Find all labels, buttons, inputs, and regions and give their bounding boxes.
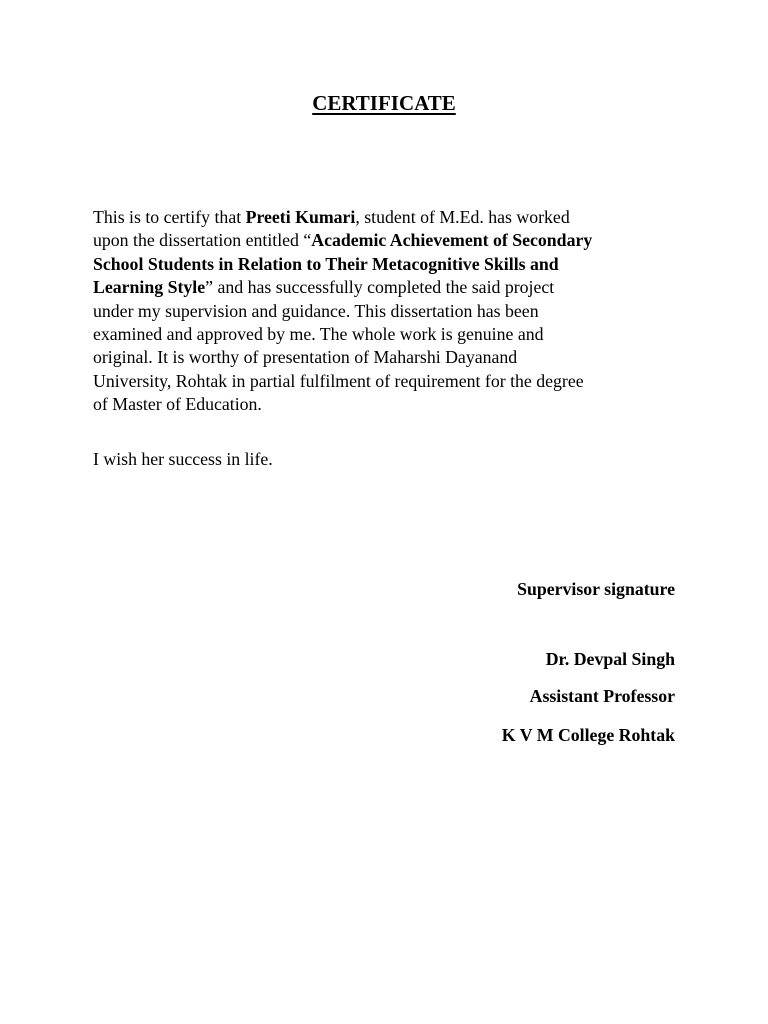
- supervisor-designation: Assistant Professor: [529, 686, 675, 706]
- closing-line: I wish her success in life.: [93, 449, 273, 469]
- body-line: This is to certify that Preeti Kumari, student of M.Ed. has worked: [93, 207, 570, 227]
- body-line: examined and approved by me. The whole work is genuine and: [93, 323, 544, 344]
- body-line: of Master of Education.: [93, 394, 262, 415]
- body-line: Learning Style” and has successfully completed the said project: [93, 277, 555, 298]
- body-line: University, Rohtak in partial fulfilment of requirement for the degree: [93, 370, 584, 391]
- body-line: [93, 253, 683, 276]
- certificate-body: [93, 206, 683, 417]
- supervisor-name: Dr. Devpal Singh: [545, 649, 675, 669]
- student-name: Preeti Kumari: [245, 207, 356, 227]
- dissertation-title: Academic Achievement of Secondary: [311, 230, 593, 251]
- page-title: CERTIFICATE: [312, 91, 456, 115]
- dissertation-title: School Students in Relation to Their Metacognitive Skills and: [93, 253, 559, 274]
- body-line: original. It is worthy of presentation of Maharshi Dayanand: [93, 347, 518, 368]
- body-line: upon the dissertation entitled “Academic Achievement of Secondary: [93, 230, 593, 251]
- supervisor-institution: K V M College Rohtak: [501, 725, 675, 745]
- dissertation-title: Learning Style: [93, 277, 206, 298]
- signature-label: Supervisor signature: [517, 579, 675, 599]
- body-line: under my supervision and guidance. This dissertation has been: [93, 300, 539, 321]
